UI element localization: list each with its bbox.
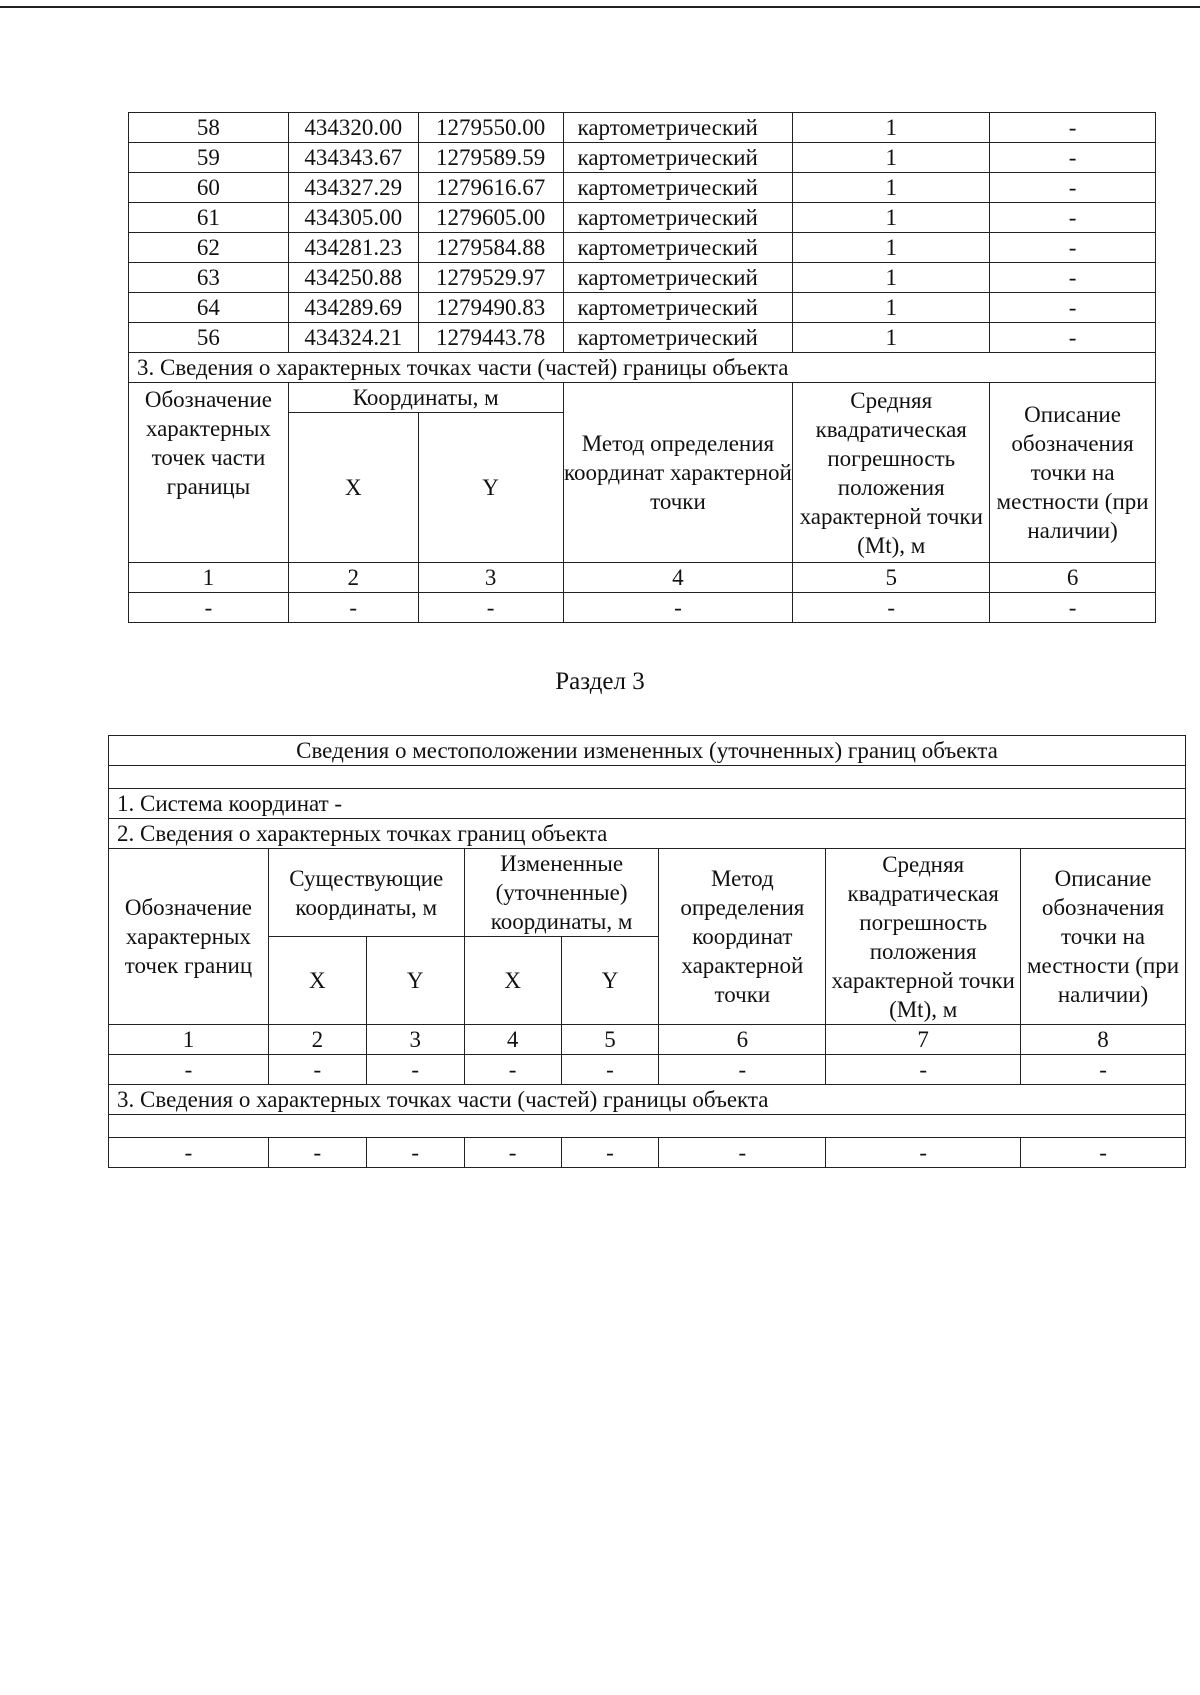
mt-cell: 1 xyxy=(793,293,990,323)
desc-cell: - xyxy=(990,323,1156,353)
empty-cell: - xyxy=(563,593,793,623)
point-number: 56 xyxy=(129,323,289,353)
existing-coords-header: Существующие координаты, м xyxy=(268,849,464,937)
table-title: Сведения о местоположении измененных (уточненных) границ объекта xyxy=(109,736,1186,766)
method-cell: картометрический xyxy=(563,233,793,263)
desc-cell: - xyxy=(990,233,1156,263)
page-top-rule xyxy=(0,6,1200,8)
column-number: 3 xyxy=(366,1025,464,1055)
column-number: 3 xyxy=(418,563,563,593)
empty-cell: - xyxy=(561,1055,659,1085)
changed-coords-header: Измененные (уточненные) координаты, м xyxy=(464,849,659,937)
desc-header: Описание обозначения точки на местности (при наличии) xyxy=(990,383,1156,563)
column-numbers-row xyxy=(129,563,1156,593)
point-number: 64 xyxy=(129,293,289,323)
empty-cell: - xyxy=(464,1055,561,1085)
column-number: 6 xyxy=(990,563,1156,593)
boundary-points-table xyxy=(128,112,1156,623)
desc-cell: - xyxy=(990,143,1156,173)
point-number: 62 xyxy=(129,233,289,263)
method-cell: картометрический xyxy=(563,113,793,143)
method-cell: картометрический xyxy=(563,143,793,173)
mt-cell: 1 xyxy=(793,113,990,143)
table-row xyxy=(129,203,1156,233)
empty-cell: - xyxy=(366,1055,464,1085)
desc-cell: - xyxy=(990,293,1156,323)
empty-cell: - xyxy=(109,1138,269,1168)
column-number: 4 xyxy=(464,1025,561,1055)
desc-cell: - xyxy=(990,263,1156,293)
column-number: 2 xyxy=(288,563,418,593)
table-row xyxy=(129,233,1156,263)
empty-cell: - xyxy=(109,1055,269,1085)
point-number: 60 xyxy=(129,173,289,203)
column-number: 4 xyxy=(563,563,793,593)
mt-cell: 1 xyxy=(793,263,990,293)
column-number: 6 xyxy=(659,1025,826,1055)
points-title: 2. Сведения о характерных точках границ объекта xyxy=(109,819,1186,849)
table-row xyxy=(129,173,1156,203)
mt-header: Средняя квадратическая погрешность положения характерной точки (Mt), м xyxy=(826,849,1021,1025)
point-number: 59 xyxy=(129,143,289,173)
method-cell: картометрический xyxy=(563,263,793,293)
method-header: Метод определения координат характерной точки xyxy=(563,383,793,563)
part-title: 3. Сведения о характерных точках части (частей) границы объекта xyxy=(109,1085,1186,1115)
table-row xyxy=(129,143,1156,173)
coord-y: 1279550.00 xyxy=(418,113,563,143)
table-row xyxy=(129,113,1156,143)
coord-system: 1. Система координат - xyxy=(109,789,1186,819)
column-number: 1 xyxy=(109,1025,269,1055)
points-rows xyxy=(129,113,1156,623)
method-cell: картометрический xyxy=(563,173,793,203)
point-number: 58 xyxy=(129,113,289,143)
desc-cell: - xyxy=(990,203,1156,233)
changed-boundaries-table xyxy=(108,735,1186,1168)
column-number: 5 xyxy=(561,1025,659,1055)
empty-cell: - xyxy=(268,1138,366,1168)
table-row xyxy=(129,323,1156,353)
column-number: 2 xyxy=(268,1025,366,1055)
method-cell: картометрический xyxy=(563,323,793,353)
part-title: 3. Сведения о характерных точках части (частей) границы объекта xyxy=(129,353,1156,383)
point-number: 61 xyxy=(129,203,289,233)
table-row xyxy=(129,293,1156,323)
coord-x: 434281.23 xyxy=(288,233,418,263)
empty-cell: - xyxy=(659,1138,826,1168)
empty-cell: - xyxy=(288,593,418,623)
coord-x: 434327.29 xyxy=(288,173,418,203)
mt-cell: 1 xyxy=(793,323,990,353)
empty-cell: - xyxy=(366,1138,464,1168)
y-header: Y xyxy=(418,413,563,563)
coord-y: 1279529.97 xyxy=(418,263,563,293)
empty-cell: - xyxy=(129,593,289,623)
coord-y: 1279605.00 xyxy=(418,203,563,233)
empty-cell: - xyxy=(826,1055,1021,1085)
point-number: 63 xyxy=(129,263,289,293)
empty-cell: - xyxy=(418,593,563,623)
mt-cell: 1 xyxy=(793,203,990,233)
column-numbers-row xyxy=(109,1025,1186,1055)
method-cell: картометрический xyxy=(563,293,793,323)
column-number: 8 xyxy=(1021,1025,1186,1055)
mt-cell: 1 xyxy=(793,233,990,263)
empty-cell: - xyxy=(561,1138,659,1168)
table-row xyxy=(129,263,1156,293)
coord-y: 1279616.67 xyxy=(418,173,563,203)
empty-cell: - xyxy=(464,1138,561,1168)
y-header: Y xyxy=(561,937,659,1025)
x-header: X xyxy=(464,937,561,1025)
column-number: 1 xyxy=(129,563,289,593)
designation-header: Обозначение характерных точек части границы xyxy=(129,383,289,563)
empty-cell: - xyxy=(268,1055,366,1085)
coord-x: 434289.69 xyxy=(288,293,418,323)
method-cell: картометрический xyxy=(563,203,793,233)
y-header: Y xyxy=(366,937,464,1025)
empty-cell: - xyxy=(793,593,990,623)
table-row xyxy=(109,1055,1186,1085)
blank-row xyxy=(109,766,1186,789)
designation-header: Обозначение характерных точек границ xyxy=(109,849,269,1025)
empty-cell: - xyxy=(1021,1138,1186,1168)
desc-cell: - xyxy=(990,173,1156,203)
x-header: X xyxy=(288,413,418,563)
mt-header: Средняя квадратическая погрешность положения характерной точки (Mt), м xyxy=(793,383,990,563)
desc-header: Описание обозначения точки на местности (при наличии) xyxy=(1021,849,1186,1025)
empty-cell: - xyxy=(990,593,1156,623)
section-title: Раздел 3 xyxy=(555,668,645,695)
empty-cell: - xyxy=(826,1138,1021,1168)
blank-row xyxy=(109,1115,1186,1138)
coord-x: 434343.67 xyxy=(288,143,418,173)
coord-y: 1279490.83 xyxy=(418,293,563,323)
empty-cell: - xyxy=(1021,1055,1186,1085)
coord-x: 434305.00 xyxy=(288,203,418,233)
x-header: X xyxy=(268,937,366,1025)
coord-y: 1279443.78 xyxy=(418,323,563,353)
coord-x: 434324.21 xyxy=(288,323,418,353)
mt-cell: 1 xyxy=(793,173,990,203)
table-row xyxy=(129,593,1156,623)
table-row xyxy=(109,1138,1186,1168)
desc-cell: - xyxy=(990,113,1156,143)
coords-header: Координаты, м xyxy=(288,383,563,413)
method-header: Метод определения координат характерной точки xyxy=(659,849,826,1025)
coord-x: 434250.88 xyxy=(288,263,418,293)
column-number: 5 xyxy=(793,563,990,593)
column-number: 7 xyxy=(826,1025,1021,1055)
coord-x: 434320.00 xyxy=(288,113,418,143)
coord-y: 1279584.88 xyxy=(418,233,563,263)
mt-cell: 1 xyxy=(793,143,990,173)
empty-cell: - xyxy=(659,1055,826,1085)
coord-y: 1279589.59 xyxy=(418,143,563,173)
